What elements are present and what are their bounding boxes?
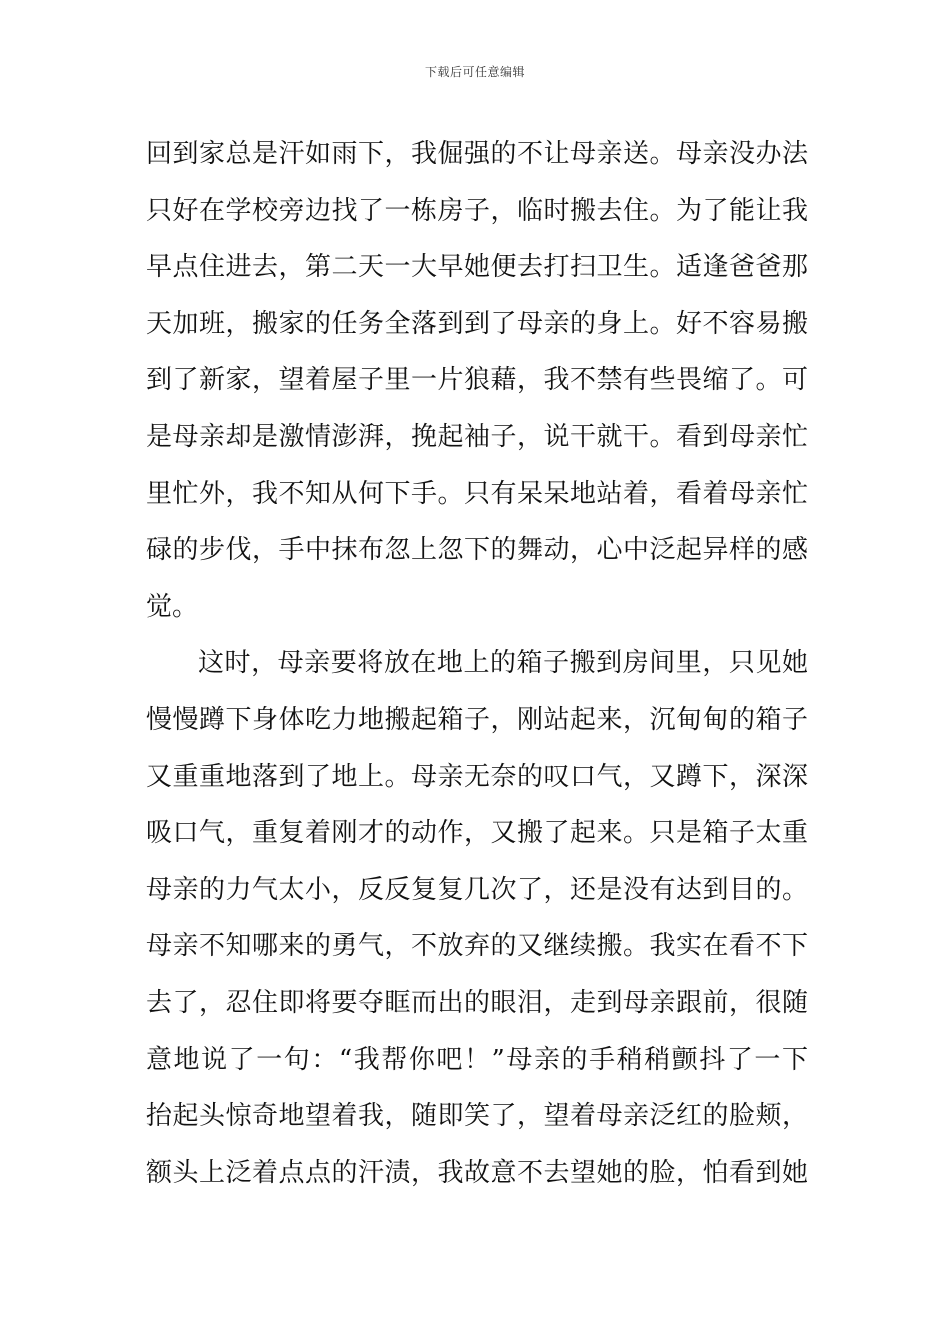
text-line: 只好在学校旁边找了一栋房子，临时搬去住。为了能让我 [146, 195, 808, 226]
text-line: 天加班，搬家的任务全落到到了母亲的身上。好不容易搬 [146, 308, 808, 339]
text-line: 觉。 [146, 591, 199, 622]
text-line: 这时，母亲要将放在地上的箱子搬到房间里，只见她 [198, 648, 808, 679]
paragraph-2 [146, 635, 808, 1201]
text-line: 母亲不知哪来的勇气，不放弃的又继续搬。我实在看不下 [146, 931, 808, 962]
text-line: 里忙外，我不知从何下手。只有呆呆地站着，看着母亲忙 [146, 478, 808, 509]
text-line: 又重重地落到了地上。母亲无奈的叹口气，又蹲下，深深 [146, 761, 808, 792]
page-header: 下载后可任意编辑 [424, 65, 525, 79]
document-body [146, 126, 808, 1201]
text-line: 慢慢蹲下身体吃力地搬起箱子，刚站起来，沉甸甸的箱子 [146, 704, 808, 735]
text-line: 去了，忍住即将要夺眶而出的眼泪，走到母亲跟前，很随 [146, 987, 808, 1018]
text-line: 吸口气，重复着刚才的动作，又搬了起来。只是箱子太重 [146, 818, 808, 849]
text-line: 抬起头惊奇地望着我，随即笑了，望着母亲泛红的脸颊， [146, 1101, 808, 1132]
paragraph-1 [146, 126, 808, 635]
text-line: 回到家总是汗如雨下，我倔强的不让母亲送。母亲没办法 [146, 139, 808, 169]
text-line: 早点住进去，第二天一大早她便去打扫卫生。适逢爸爸那 [146, 252, 808, 283]
text-line: 碌的步伐，手中抹布忽上忽下的舞动，心中泛起异样的感 [146, 535, 808, 566]
text-line: 是母亲却是激情澎湃，挽起袖子，说干就干。看到母亲忙 [146, 421, 808, 452]
text-line: 意地说了一句：“我帮你吧！”母亲的手稍稍颤抖了一下 [146, 1044, 808, 1075]
text-line: 额头上泛着点点的汗渍，我故意不去望她的脸，怕看到她 [146, 1157, 808, 1188]
text-line: 到了新家，望着屋子里一片狼藉，我不禁有些畏缩了。可 [146, 365, 808, 396]
text-line: 母亲的力气太小，反反复复几次了，还是没有达到目的。 [146, 874, 808, 905]
